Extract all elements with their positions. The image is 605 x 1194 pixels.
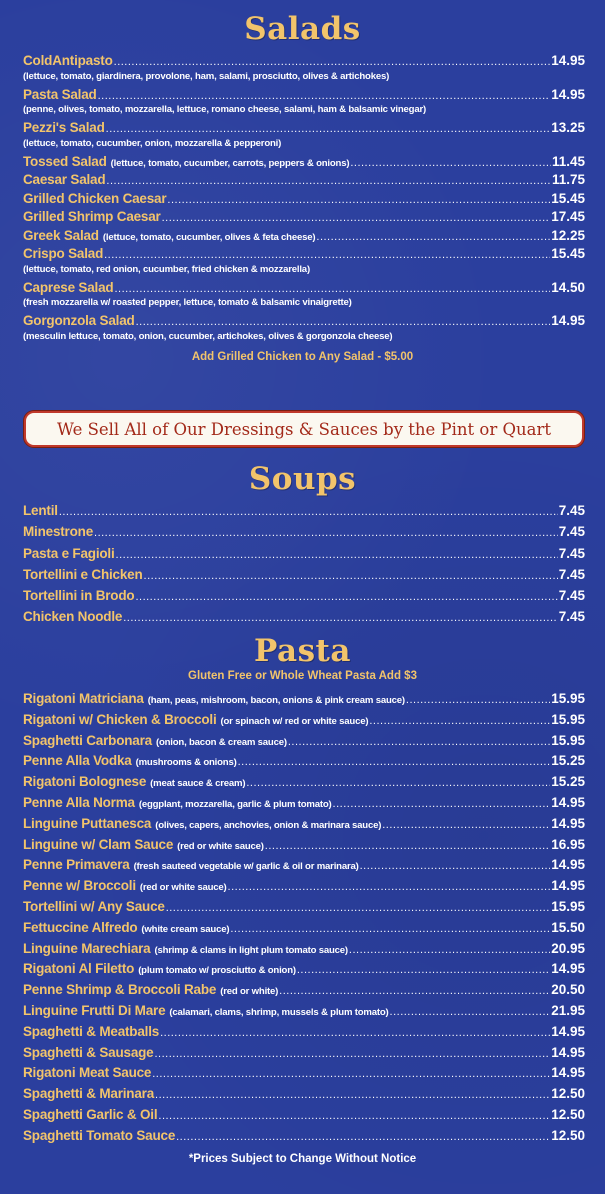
salads-section <box>0 10 605 363</box>
menu-item-row <box>0 312 605 331</box>
dot-leader <box>152 1069 550 1080</box>
menu-item-row <box>0 585 605 606</box>
menu-item-row <box>0 227 605 246</box>
item-price: 14.95 <box>551 53 585 68</box>
item-description: (fresh mozzarella w/ roasted pepper, lettuce, tomato & balsamic vinaigrette) <box>23 297 352 308</box>
item-price: 14.95 <box>551 857 585 873</box>
dot-leader <box>333 799 551 810</box>
menu-item-row <box>0 208 605 227</box>
dot-leader <box>106 176 551 187</box>
item-price: 15.45 <box>551 246 585 261</box>
soups-section <box>0 460 605 628</box>
menu-item-row <box>0 190 605 209</box>
item-name: Minestrone <box>23 524 94 540</box>
item-inline-description: (shrimp & clams in light plum tomato sauce) <box>154 944 348 956</box>
dot-leader <box>297 965 550 976</box>
item-price: 14.95 <box>551 86 585 102</box>
pasta-section <box>0 632 605 1165</box>
menu-item-row <box>0 793 605 814</box>
dot-leader <box>350 158 551 169</box>
menu-item-row <box>0 1001 605 1022</box>
item-price: 16.95 <box>551 836 585 852</box>
dot-leader <box>166 903 551 914</box>
dot-leader <box>228 882 551 893</box>
item-name: Lentil <box>23 503 58 518</box>
item-price: 15.95 <box>551 732 585 748</box>
item-price: 12.50 <box>551 1086 585 1102</box>
soups-list <box>0 500 605 628</box>
item-price: 11.75 <box>551 172 585 187</box>
item-name: Rigatoni Meat Sauce <box>23 1065 152 1081</box>
menu-item-row <box>0 918 605 939</box>
item-name: Rigatoni w/ Chicken & Broccoli <box>23 711 217 727</box>
item-price: 7.45 <box>558 588 585 604</box>
item-name: Penne Alla Norma <box>23 794 135 810</box>
item-inline-description: (fresh sauteed vegetable w/ garlic & oil or marinara) <box>133 861 359 873</box>
menu-item <box>0 52 605 86</box>
menu-item <box>0 227 605 246</box>
menu-item-row <box>0 1022 605 1043</box>
dot-leader <box>136 317 551 328</box>
item-name: Pasta Salad <box>23 86 97 102</box>
item-price: 14.95 <box>551 313 585 328</box>
dot-leader <box>123 613 558 624</box>
menu-item-row <box>0 52 605 71</box>
item-price: 14.50 <box>551 279 585 295</box>
item-name: Caesar Salad <box>23 172 106 187</box>
menu-item <box>0 190 605 209</box>
dot-leader <box>155 1090 550 1101</box>
banner-text: We Sell All of Our Dressings & Sauces by the Pint or Quart <box>56 419 552 439</box>
menu-item-row <box>0 959 605 980</box>
salads-list <box>0 52 605 346</box>
item-name: Gorgonzola Salad <box>23 313 135 328</box>
menu-item <box>0 86 605 120</box>
pasta-title: Pasta <box>254 633 351 669</box>
item-name: Fettuccine Alfredo <box>23 919 138 935</box>
item-name: Rigatoni Al Filetto <box>23 961 135 977</box>
item-name: Linguine Puttanesca <box>23 815 152 831</box>
item-name: Penne Shrimp & Broccoli Rabe <box>23 982 217 998</box>
dot-leader <box>349 945 550 956</box>
item-inline-description: (plum tomato w/ prosciutto & onion) <box>138 965 296 977</box>
menu-item-row <box>0 279 605 298</box>
item-description: (mesculin lettuce, tomato, onion, cucumber, artichokes, olives & gorgonzola cheese) <box>23 330 393 342</box>
item-name: Linguine w/ Clam Sauce <box>23 836 174 852</box>
dot-leader <box>144 571 558 582</box>
item-price: 7.45 <box>558 609 585 625</box>
item-name: Greek Salad <box>23 227 99 243</box>
menu-item <box>0 279 605 313</box>
item-name: Tossed Salad <box>23 153 107 169</box>
item-name: Caprese Salad <box>23 279 114 295</box>
dot-leader <box>114 284 550 295</box>
menu-item-row <box>0 153 605 172</box>
item-name: Rigatoni Bolognese <box>23 774 147 790</box>
menu-item-row <box>0 876 605 897</box>
item-name: ColdAntipasto <box>23 53 113 68</box>
dot-leader <box>279 986 550 997</box>
item-inline-description: (lettuce, tomato, cucumber, carrots, peppers & onions) <box>110 157 350 169</box>
item-price: 14.95 <box>551 1044 585 1060</box>
dot-leader <box>98 91 551 102</box>
item-price: 15.45 <box>551 190 585 206</box>
menu-item <box>0 245 605 279</box>
item-price: 21.95 <box>551 1002 585 1018</box>
item-name: Grilled Chicken Caesar <box>23 190 167 206</box>
item-name: Grilled Shrimp Caesar <box>23 209 161 224</box>
menu-item-row <box>0 1084 605 1105</box>
pasta-list <box>0 689 605 1147</box>
dot-leader <box>59 507 558 518</box>
dot-leader <box>160 1028 550 1039</box>
dot-leader <box>158 1111 550 1122</box>
item-description: (penne, olives, tomato, mozzarella, lettuce, romano cheese, salami, ham & balsamic vinegar) <box>23 104 427 115</box>
menu-item-row <box>0 119 605 138</box>
item-name: Chicken Noodle <box>23 609 123 625</box>
item-name: Tortellini w/ Any Sauce <box>23 898 165 914</box>
item-inline-description: (red or white) <box>220 986 279 998</box>
item-inline-description: (meat sauce & cream) <box>150 778 246 790</box>
item-inline-description: (calamari, clams, shrimp, mussels & plum tomato) <box>169 1006 389 1018</box>
item-name: Linguine Frutti Di Mare <box>23 1002 166 1018</box>
dot-leader <box>265 841 550 852</box>
item-price: 15.50 <box>551 919 585 935</box>
menu-item-row <box>0 710 605 731</box>
item-inline-description: (mushrooms & onions) <box>135 757 237 769</box>
menu-item-row <box>0 731 605 752</box>
dot-leader <box>104 250 550 261</box>
item-name: Penne w/ Broccoli <box>23 878 136 894</box>
item-price: 17.45 <box>551 209 585 224</box>
item-price: 7.45 <box>558 524 585 540</box>
menu-item <box>0 312 605 346</box>
dot-leader <box>246 778 550 789</box>
item-price: 20.95 <box>551 940 585 956</box>
menu-item-row <box>0 855 605 876</box>
menu-item-row <box>0 980 605 1001</box>
dot-leader <box>167 195 550 206</box>
item-price: 7.45 <box>558 503 585 518</box>
item-description: (lettuce, tomato, red onion, cucumber, fried chicken & mozzarella) <box>23 263 310 275</box>
item-price: 15.95 <box>551 711 585 727</box>
menu-item-row <box>0 521 605 542</box>
item-inline-description: (or spinach w/ red or white sauce) <box>220 715 369 727</box>
dot-leader <box>176 1132 550 1143</box>
menu-item-row <box>0 86 605 105</box>
menu-item-row <box>0 606 605 627</box>
item-inline-description: (red or white sauce) <box>139 882 227 894</box>
menu-item-row <box>0 1105 605 1126</box>
item-price: 15.95 <box>551 898 585 914</box>
item-price: 14.95 <box>551 878 585 894</box>
item-price: 20.50 <box>551 982 585 998</box>
dressings-banner <box>24 411 584 447</box>
item-price: 7.45 <box>558 545 585 561</box>
menu-item-row <box>0 814 605 835</box>
dot-leader <box>135 592 557 603</box>
menu-item-row <box>0 689 605 710</box>
dot-leader <box>382 820 550 831</box>
salads-note: Add Grilled Chicken to Any Salad - $5.00 <box>191 350 414 363</box>
menu-item <box>0 153 605 172</box>
dot-leader <box>94 528 558 539</box>
menu-item-row <box>0 939 605 960</box>
item-description: (lettuce, tomato, giardinera, provolone, ham, salami, prosciutto, olives & artichokes) <box>23 70 390 82</box>
item-price: 11.45 <box>551 153 585 169</box>
menu-item-row <box>0 1063 605 1084</box>
dot-leader <box>230 924 550 935</box>
item-name: Spaghetti Garlic & Oil <box>23 1106 158 1122</box>
item-inline-description: (onion, bacon & cream sauce) <box>155 736 287 748</box>
item-name: Linguine Marechiara <box>23 940 151 956</box>
item-price: 7.45 <box>558 566 585 582</box>
item-price: 14.95 <box>551 1023 585 1039</box>
item-name: Rigatoni Matriciana <box>23 691 144 706</box>
item-name: Spaghetti Tomato Sauce <box>23 1127 176 1143</box>
item-name: Spaghetti Carbonara <box>23 732 152 748</box>
menu-item-row <box>0 500 605 521</box>
menu-item-row <box>0 1126 605 1147</box>
item-name: Penne Primavera <box>23 857 130 873</box>
item-name: Tortellini e Chicken <box>23 566 143 582</box>
menu-item-row <box>0 171 605 190</box>
item-inline-description: (red or white sauce) <box>177 840 264 852</box>
item-name: Crispo Salad <box>23 246 104 261</box>
dot-leader <box>316 232 550 243</box>
menu-item-row <box>0 835 605 856</box>
item-price: 15.25 <box>551 774 585 790</box>
salads-title: Salads <box>244 11 361 47</box>
menu-item <box>0 208 605 227</box>
dot-leader <box>162 213 551 224</box>
dot-leader <box>406 695 550 706</box>
item-price: 14.95 <box>551 815 585 831</box>
menu-item-row <box>0 772 605 793</box>
pasta-subtitle: Gluten Free or Whole Wheat Pasta Add $3 <box>188 670 417 682</box>
item-inline-description: (lettuce, tomato, cucumber, olives & feta cheese) <box>102 231 316 243</box>
dot-leader <box>154 1049 550 1060</box>
item-name: Pasta e Fagioli <box>23 545 115 561</box>
dot-leader <box>288 737 550 748</box>
menu-item-row <box>0 564 605 585</box>
prices-footer: *Prices Subject to Change Without Notice <box>188 1152 417 1165</box>
item-name: Spaghetti & Meatballs <box>23 1023 160 1039</box>
item-price: 12.50 <box>551 1106 585 1122</box>
item-price: 12.50 <box>551 1127 585 1143</box>
dot-leader <box>238 757 551 768</box>
item-price: 14.95 <box>551 794 585 810</box>
item-name: Spaghetti & Sausage <box>23 1044 154 1060</box>
item-name: Pezzi's Salad <box>23 120 105 135</box>
item-inline-description: (white cream sauce) <box>141 923 230 935</box>
dot-leader <box>390 1007 551 1018</box>
item-description: (lettuce, tomato, cucumber, onion, mozzarella & pepperoni) <box>23 137 282 149</box>
dot-leader <box>360 861 551 872</box>
menu-item-row <box>0 245 605 264</box>
dot-leader <box>369 716 550 727</box>
item-price: 15.25 <box>551 753 585 769</box>
dot-leader <box>106 124 551 135</box>
item-inline-description: (eggplant, mozzarella, garlic & plum tomato) <box>138 798 332 810</box>
item-inline-description: (ham, peas, mishroom, bacon, onions & pink cream sauce) <box>147 695 405 706</box>
dot-leader <box>114 57 551 68</box>
dot-leader <box>116 550 558 561</box>
item-price: 14.95 <box>551 961 585 977</box>
item-price: 14.95 <box>551 1065 585 1081</box>
menu-item-row <box>0 543 605 564</box>
item-price: 15.95 <box>551 691 585 706</box>
menu-item-row <box>0 751 605 772</box>
item-name: Penne Alla Vodka <box>23 753 132 769</box>
item-price: 12.25 <box>551 227 585 243</box>
menu-item <box>0 171 605 190</box>
menu-item-row <box>0 1043 605 1064</box>
menu-item <box>0 119 605 153</box>
item-name: Spaghetti & Marinara <box>23 1086 155 1102</box>
soups-title: Soups <box>248 461 357 497</box>
item-name: Tortellini in Brodo <box>23 588 135 604</box>
item-inline-description: (olives, capers, anchovies, onion & marinara sauce) <box>155 819 382 831</box>
menu-item-row <box>0 897 605 918</box>
item-price: 13.25 <box>551 120 585 135</box>
